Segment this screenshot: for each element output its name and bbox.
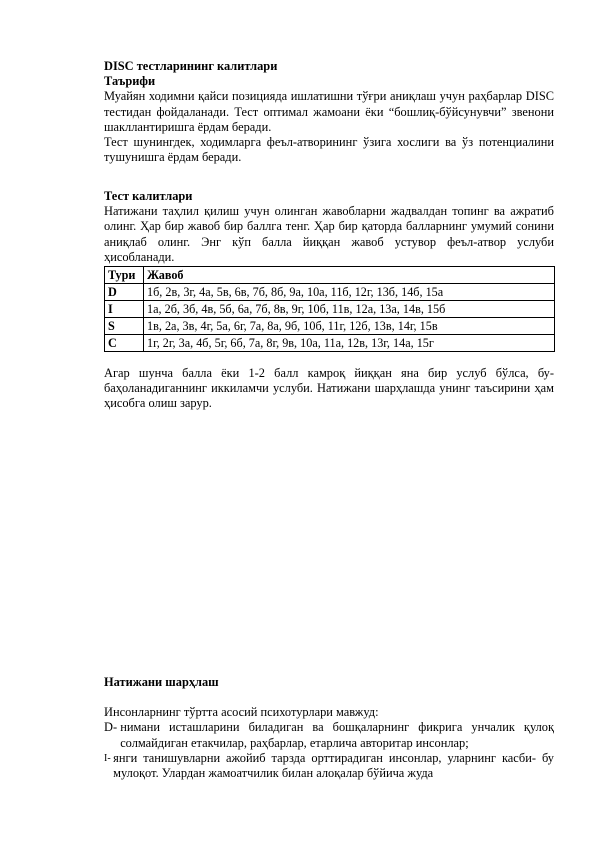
answer-cell: 1а, 2б, 3б, 4в, 5б, 6а, 7б, 8в, 9г, 10б, 11в, 12а, 13а, 14в, 15б xyxy=(144,301,555,318)
definition-heading: Таърифи xyxy=(104,74,156,89)
type-cell: S xyxy=(105,318,144,335)
note-section xyxy=(104,366,554,412)
table-row xyxy=(105,335,555,352)
type-cell: C xyxy=(105,335,144,352)
list-item xyxy=(104,751,554,781)
keys-heading: Тест калитлари xyxy=(104,189,193,203)
type-cell: I xyxy=(105,301,144,318)
list-item-text: янги танишувларни ажойиб тарзда орттирадиган инсонлар, уларнинг касби- бу мулоқот. Улардан жамоатчилик билан алоқалар бўйича жуда xyxy=(113,750,554,781)
definition-paragraph-2: Тест шунингдек, ходимларга феъл-атворининг ўзига хослиги ва ўз потенциалини тушунишга ёрдам беради. xyxy=(104,135,554,165)
keys-paragraph: Натижани таҳлил қилиш учун олинган жавобларни жадвалдан топинг ва ажратиб олинг. Ҳар бир жавоб бир баллга тенг. Ҳар бир қаторда балларнинг умумий сонини аниқлаб олинг. Энг кўп балла йиққан жавоб устувор феъл-атвор услуби ҳисобланади. xyxy=(104,204,554,264)
table-row xyxy=(105,318,555,335)
answer-cell: 1г, 2г, 3а, 4б, 5г, 6б, 7а, 8г, 9в, 10а, 11а, 12в, 13г, 14а, 15г xyxy=(144,335,555,352)
interpretation-heading: Натижани шарҳлаш xyxy=(104,675,219,689)
table-row xyxy=(105,284,555,301)
definition-paragraph-1: Муайян ходимни қайси позицияда ишлатишни тўғри аниқлаш учун раҳбарлар DISC тестидан фойдаланади. Тест оптимал жамоани ёки “бошлиқ-бўйсунувчи” звенони шакллантиришга ёрдам беради. xyxy=(104,89,554,134)
list-item xyxy=(104,720,554,750)
column-header-answer: Жавоб xyxy=(144,267,555,284)
list-marker: D- xyxy=(104,720,121,735)
interpretation-intro: Инсонларнинг тўртта асосий психотурлари мавжуд: xyxy=(104,705,379,720)
answer-cell: 1б, 2в, 3г, 4а, 5в, 6в, 7б, 8б, 9а, 10а, 11б, 12г, 13б, 14б, 15а xyxy=(144,284,555,301)
doc-title: DISC тестларининг калитлари xyxy=(104,59,278,73)
note-paragraph: Агар шунча балла ёки 1-2 балл камроқ йиққан яна бир услуб бўлса, бу-баҳоланадиганнинг иккиламчи услуби. Натижани шарҳлашда унинг таъсирини ҳам ҳисобга олиш зарур. xyxy=(104,366,554,411)
list-marker: I- xyxy=(104,752,114,764)
keys-section xyxy=(104,189,554,352)
interpretation-section xyxy=(104,675,554,781)
description-section xyxy=(104,59,554,165)
table-header-row xyxy=(105,267,555,284)
table-row xyxy=(105,301,555,318)
list-item-text: нимани исташларини биладиган ва бошқаларнинг фикрига унчалик қулоқ солмайдиган етакчилар, раҳбарлар, етарлича авторитар инсонлар; xyxy=(120,720,554,750)
type-cell: D xyxy=(105,284,144,301)
answer-cell: 1в, 2а, 3в, 4г, 5а, 6г, 7а, 8а, 9б, 10б, 11г, 12б, 13в, 14г, 15в xyxy=(144,318,555,335)
column-header-type: Тури xyxy=(105,267,144,284)
keys-table xyxy=(104,266,555,352)
